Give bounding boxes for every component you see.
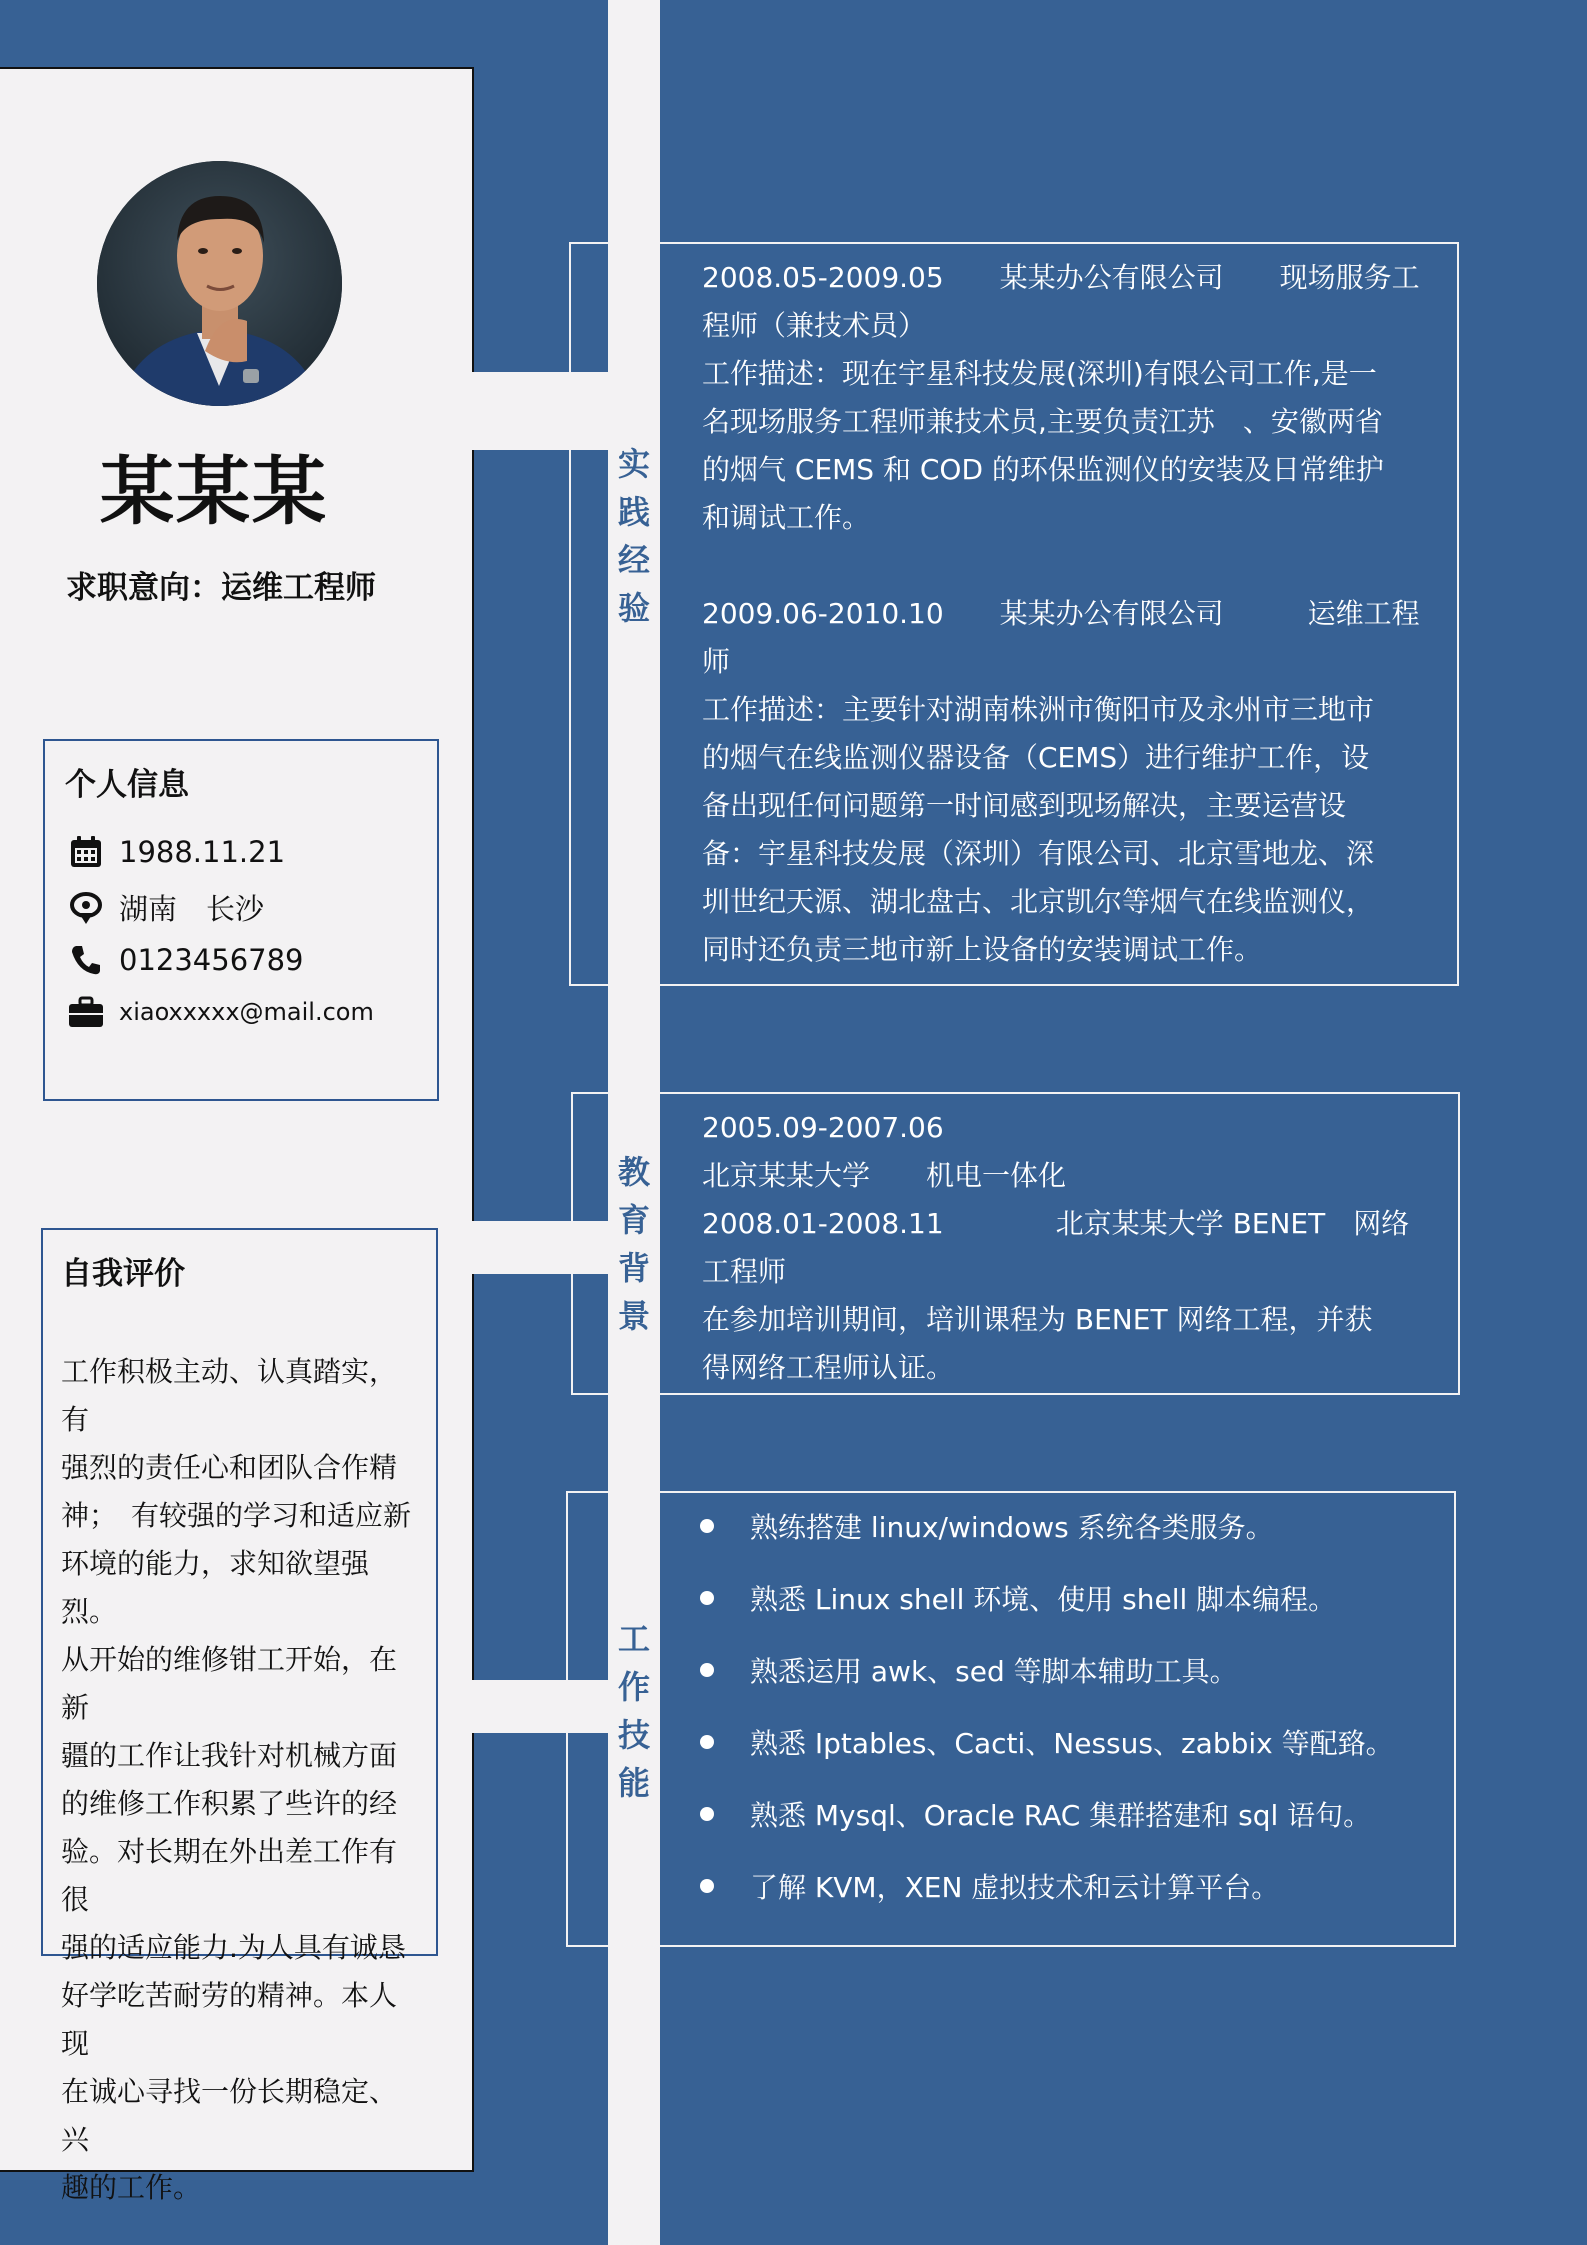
self-eval-line: 环境的能力，求知欲望强烈。 [61, 1547, 370, 1628]
location: 湖南 长沙 [119, 892, 265, 926]
education-line: 北京某某大学 机电一体化 [702, 1159, 1067, 1192]
skill-item: 熟悉 Mysql、Oracle RAC 集群搭建和 sql 语句。 [700, 1794, 1371, 1834]
phone-number: 0123456789 [119, 943, 304, 977]
briefcase-icon [67, 993, 105, 1031]
self-eval-line: 的维修工作积累了些许的经 [61, 1787, 398, 1820]
bullet-icon [700, 1879, 714, 1893]
portrait-photo [97, 161, 342, 406]
email-address: xiaoxxxxx@mail.com [119, 998, 374, 1026]
bullet-icon [700, 1807, 714, 1821]
info-row-location [67, 887, 264, 928]
skills-section-title: 工 作 技 能 [617, 1620, 650, 1802]
education-line: 在参加培训期间，培训课程为 BENET 网络工程，并获 [702, 1303, 1373, 1336]
education-line: 得网络工程师认证。 [702, 1351, 955, 1384]
self-eval-line: 趣的工作。 [61, 2171, 202, 2204]
skill-item: 熟悉 Iptables、Cacti、Nessus、zabbix 等配臵。 [700, 1722, 1394, 1762]
self-eval-line: 神； 有较强的学习和适应新 [61, 1499, 412, 1532]
experience-line: 2009.06-2010.10 某某办公有限公司 运维工程 [702, 597, 1420, 630]
experience-line: 备：宇星科技发展（深圳）有限公司、北京雪地龙、深 [702, 837, 1375, 870]
experience-line: 的烟气在线监测仪器设备（CEMS）进行维护工作，设 [702, 741, 1370, 774]
education-section-title: 教 育 背 景 [617, 1153, 650, 1335]
skill-item: 熟悉 Linux shell 环境、使用 shell 脚本编程。 [700, 1578, 1336, 1618]
experience-line [702, 542, 1420, 590]
experience-line: 同时还负责三地市新上设备的安装调试工作。 [702, 933, 1263, 966]
calendar-icon [67, 833, 105, 871]
education-content [702, 1104, 1409, 1392]
education-line: 2008.01-2008.11 北京某某大学 BENET 网络 [702, 1207, 1410, 1240]
experience-line: 程师（兼技术员） [702, 309, 927, 342]
bullet-icon [700, 1735, 714, 1749]
experience-content [702, 254, 1420, 974]
self-eval-line: 在诚心寻找一份长期稳定、兴 [61, 2075, 398, 2156]
self-eval-box [41, 1228, 438, 2204]
self-eval-line: 从开始的维修钳工开始，在新 [61, 1643, 398, 1724]
self-eval-line: 强烈的责任心和团队合作精 [61, 1451, 398, 1484]
experience-line: 名现场服务工程师兼技术员,主要负责江苏 、安徽两省 [702, 405, 1383, 438]
self-eval-line: 工作积极主动、认真踏实，有 [61, 1355, 398, 1436]
bullet-icon [700, 1519, 714, 1533]
self-eval-line: 强的适应能力.为人具有诚恳 [61, 1931, 406, 1964]
education-line: 工程师 [702, 1255, 787, 1288]
personal-info-title: 个人信息 [65, 767, 189, 803]
experience-line: 圳世纪天源、湖北盘古、北京凯尔等烟气在线监测仪， [702, 885, 1375, 918]
self-eval-line: 好学吃苦耐劳的精神。本人现 [61, 1979, 398, 2060]
skill-item: 熟练搭建 linux/windows 系统各类服务。 [700, 1506, 1274, 1546]
bullet-icon [700, 1663, 714, 1677]
personal-info-box [43, 739, 439, 1101]
avatar [97, 161, 342, 406]
self-eval-line: 疆的工作让我针对机械方面 [61, 1739, 398, 1772]
experience-line: 备出现任何问题第一时间感到现场解决，主要运营设 [702, 789, 1347, 822]
birth-date: 1988.11.21 [119, 835, 286, 869]
experience-line: 2008.05-2009.05 某某办公有限公司 现场服务工 [702, 261, 1420, 294]
education-line: 2005.09-2007.06 [702, 1111, 944, 1144]
skill-item: 了解 KVM，XEN 虚拟技术和云计算平台。 [700, 1866, 1279, 1906]
experience-line: 师 [702, 645, 731, 678]
phone-icon [67, 941, 105, 979]
job-intent: 求职意向：运维工程师 [66, 570, 376, 606]
self-eval-text [61, 1348, 423, 2212]
experience-section-title: 实 践 经 验 [617, 445, 650, 627]
info-row-birth [67, 833, 285, 871]
location-icon [67, 889, 105, 927]
experience-line: 工作描述：主要针对湖南株洲市衡阳市及永州市三地市 [702, 693, 1375, 726]
experience-line: 和调试工作。 [702, 501, 871, 534]
experience-line: 的烟气 CEMS 和 COD 的环保监测仪的安装及日常维护 [702, 453, 1384, 486]
info-row-phone [67, 941, 304, 979]
bullet-icon [700, 1591, 714, 1605]
self-eval-title: 自我评价 [61, 1256, 185, 1292]
experience-line: 工作描述：现在宇星科技发展(深圳)有限公司工作,是一 [702, 357, 1377, 390]
candidate-name: 某某某 [100, 449, 328, 535]
skill-item: 熟悉运用 awk、sed 等脚本辅助工具。 [700, 1650, 1238, 1690]
info-row-email [67, 993, 374, 1031]
self-eval-line: 验。对长期在外出差工作有很 [61, 1835, 398, 1916]
